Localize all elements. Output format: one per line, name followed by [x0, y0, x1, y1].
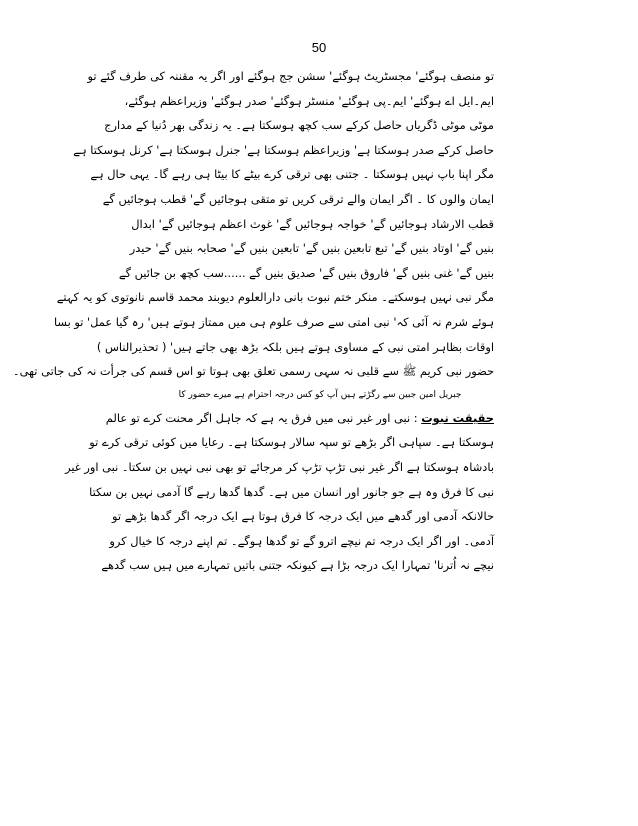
- page-number: 50: [311, 40, 327, 55]
- section-heading: حقیقت نبوت: [421, 410, 494, 425]
- text-line: اوقات بظاہر امتی نبی کے مساوی ہوتے ہیں بلکہ بڑھ بھی جاتے ہیں' ( تحذیرالناس ): [96, 339, 494, 354]
- text-line: آدمی۔ اور اگر ایک درجہ تم نیچے اترو گے تو گدھا ہوگے۔ تم اپنے درجہ کا خیال کرو: [109, 533, 494, 548]
- text-line: ایم۔ایل اے ہوگئے' ایم۔پی ہوگئے' منسٹر ہوگئے' صدر ہوگئے' وزیراعظم ہوگئے،: [124, 93, 494, 108]
- text-line: تو منصف ہوگئے' مجسٹریٹ ہوگئے' سشن جج ہوگئے اور اگر یہ مقننہ کی طرف گئے تو: [87, 69, 494, 83]
- text-line: ہوسکتا ہے۔ سپاہی اگر بڑھے تو سپہ سالار ہوسکتا ہے۔ رعایا میں کوئی ترقی کرے تو: [89, 435, 494, 450]
- body-text: [12, 64, 494, 578]
- text-line: نیچے نہ اُترنا' تمہارا ایک درجہ بڑا ہے کیونکہ جتنی باتیں تمہارے میں ہیں سب گدھے: [101, 558, 494, 573]
- text-line: مگر نبی نہیں ہوسکتے۔ منکر ختم نبوت بانی دارالعلوم دیوبند محمد قاسم نانوتوی کو یہ کہتے: [56, 290, 494, 305]
- text-line: بنیں گے' اوتاد بنیں گے' تبع تابعین بنیں گے' تابعین بنیں گے' صحابہ بنیں گے' حیدر: [129, 241, 494, 256]
- text-line: بادشاہ ہوسکتا ہے اگر غیر نبی تڑپ تڑپ کر مرجائے تو بھی نبی نہیں بن سکتا۔ نبی اور غیر: [65, 459, 494, 474]
- text-line: بنیں گے' غنی بنیں گے' فاروق بنیں گے' صدیق بنیں گے ......سب کچھ بن جائیں گے: [118, 265, 494, 280]
- text-line: نبی کا فرق وہ ہے جو جانور اور انسان میں ہے۔ گدھا گدھا رہے گا آدمی نہیں بن سکتا: [89, 484, 494, 499]
- section-heading-line: [105, 406, 494, 431]
- text-line: حضور نبی کریم ﷺ سے قلبی نہ سہی رسمی تعلق بھی ہوتا تو اس قسم کی جرأت نہ کی جاتی تھی۔: [12, 364, 494, 379]
- couplet-citation: جبریل امین جبین سے رگڑتے ہیں آپ کو کس درجہ احترام ہے میرے حضور کا: [178, 389, 462, 400]
- text-line: ہوئے شرم نہ آئی کہ' نبی امتی سے صرف علوم ہی میں ممتاز ہوتے ہیں' رہ گیا عمل' تو بسا: [53, 314, 494, 329]
- text-line: موٹی موٹی ڈگریاں حاصل کرکے سب کچھ ہوسکتا ہے۔ یہ زندگی بھر دُنیا کے مدارج: [104, 118, 494, 133]
- text-line: ایمان والوں کا ۔ اگر ایمان والے ترقی کریں تو متقی ہوجائیں گے' قطب ہوجائیں گے: [102, 191, 494, 206]
- text-line: قطب الارشاد ہوجائیں گے' خواجہ ہوجائیں گے' غوث اعظم ہوجائیں گے' ابدال: [131, 216, 494, 231]
- text-line: حالانکہ آدمی اور گدھے میں ایک درجہ کا فرق ہوتا ہے ایک درجہ اگر گدھا بڑھے تو: [112, 509, 494, 524]
- text-line: حاصل کرکے صدر ہوسکتا ہے' وزیراعظم ہوسکتا ہے' جنرل ہوسکتا ہے' کرنل ہوسکتا ہے: [73, 142, 494, 157]
- text-line: مگر اپنا باپ نہیں ہوسکتا ۔ جتنی بھی ترقی کرے بیٹے کا بیٹا ہی رہے گا۔ یہی حال ہے: [90, 167, 494, 182]
- heading-continuation: : نبی اور غیر نبی میں فرق یہ ہے کہ جاہل اگر محنت کرے تو عالم: [105, 410, 422, 425]
